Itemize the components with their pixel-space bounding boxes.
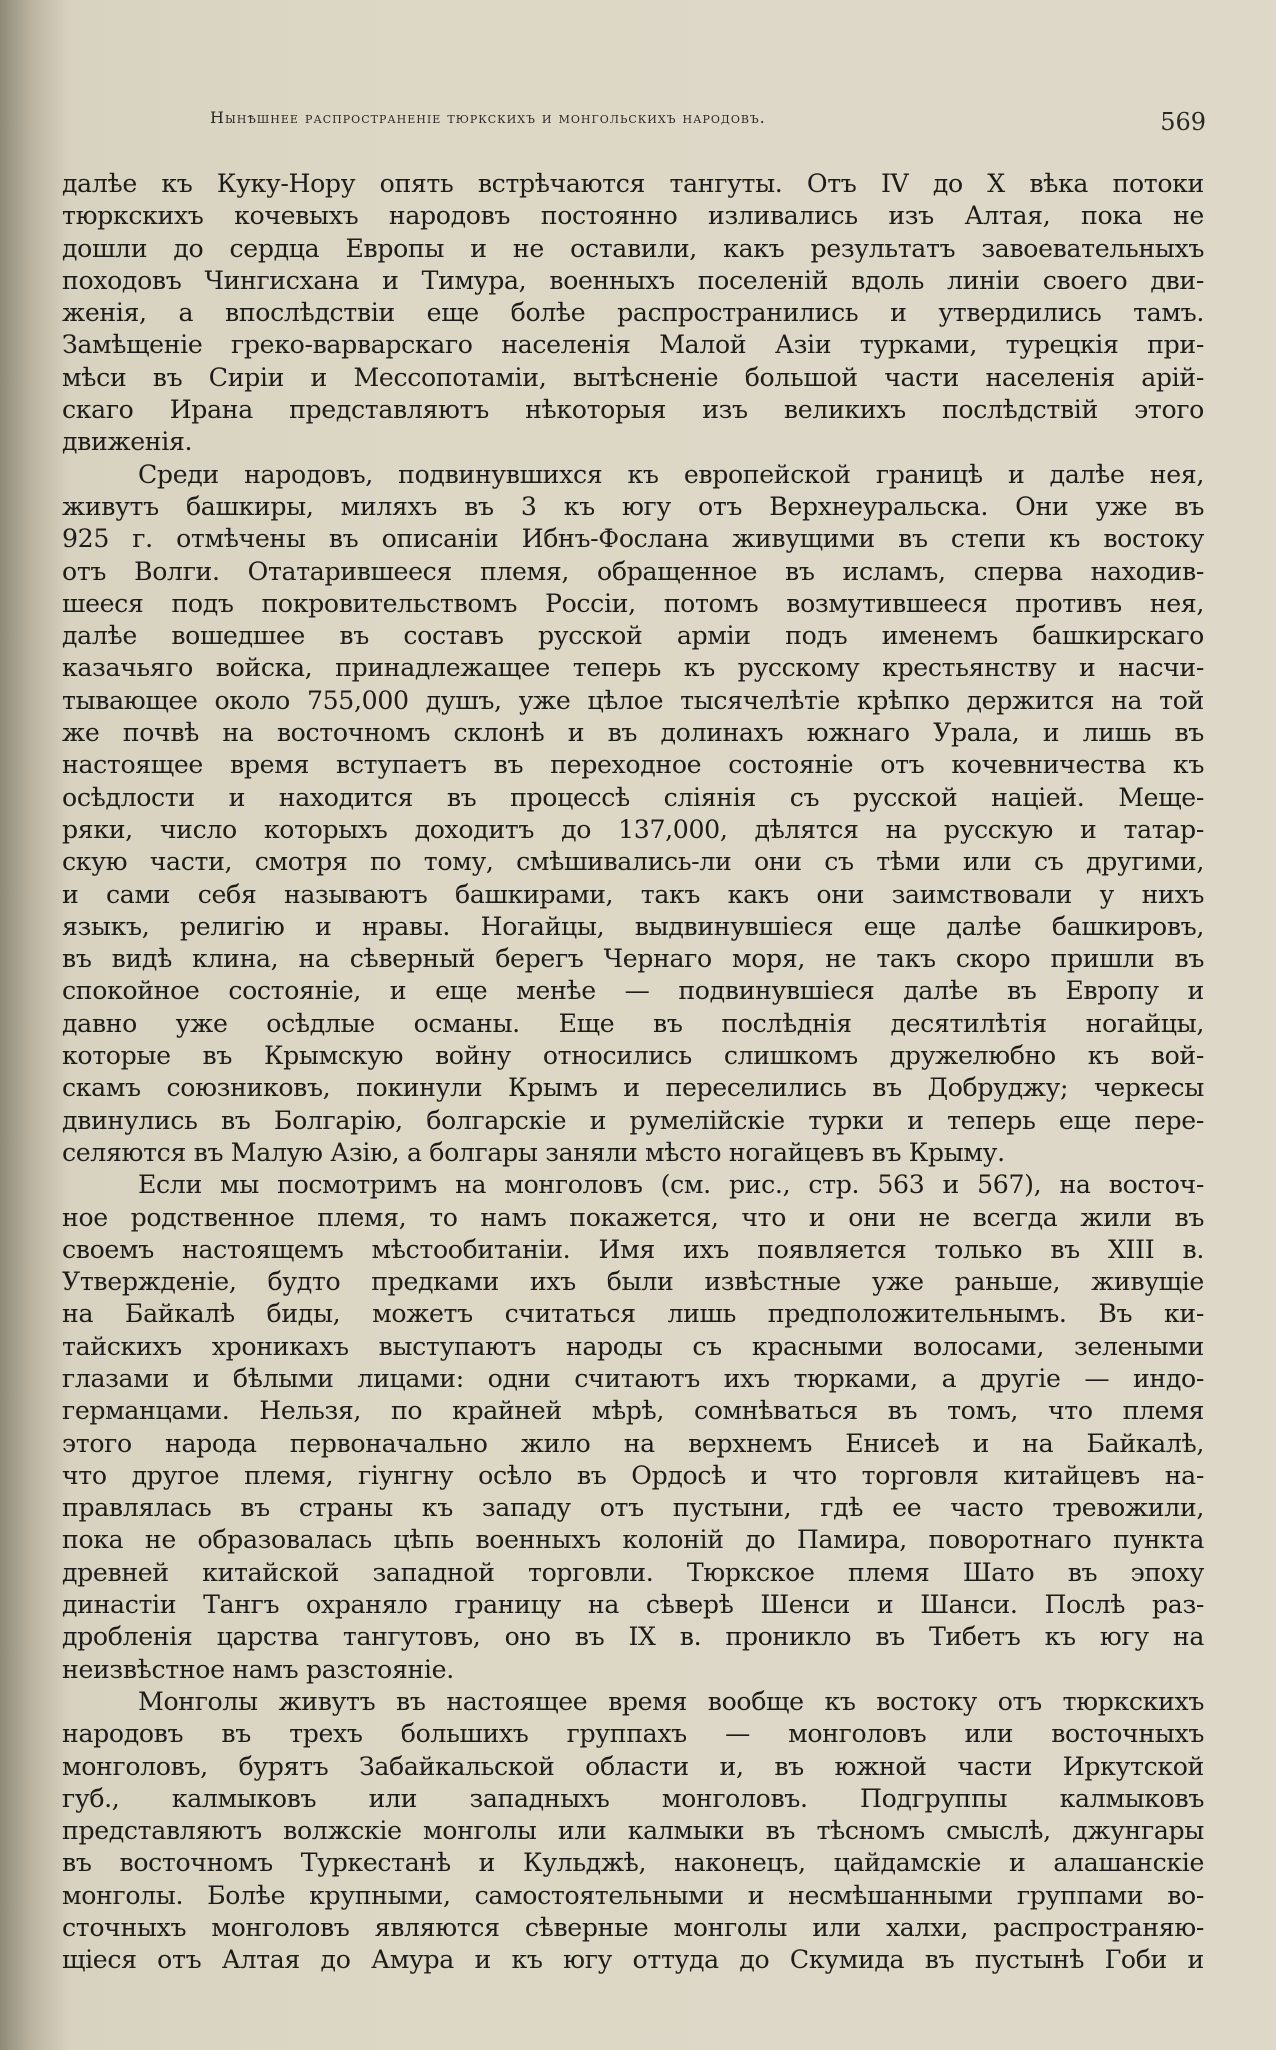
text-line: тюркскихъ кочевыхъ народовъ постоянно изливались изъ Алтая, пока не bbox=[62, 201, 1204, 231]
text-line: ное родственное племя, то намъ покажется, что и они не всегда жили въ bbox=[62, 1202, 1204, 1232]
text-line: давно уже осѣдлые османы. Еще въ послѣднія десятилѣтія ногайцы, bbox=[62, 1008, 1204, 1038]
text-line: живутъ башкиры, миляхъ въ 3 къ югу отъ Верхнеуральска. Они уже въ bbox=[62, 491, 1204, 521]
text-line: народовъ въ трехъ большихъ группахъ — монголовъ или восточныхъ bbox=[62, 1719, 1204, 1749]
text-line: 925 г. отмѣчены въ описаніи Ибнъ-Фослана живущими въ степи къ востоку bbox=[62, 524, 1204, 554]
text-line: казачьяго войска, принадлежащее теперь къ русскому крестьянству и насчи- bbox=[62, 653, 1204, 683]
text-line: настоящее время вступаетъ въ переходное состояніе отъ кочевничества къ bbox=[62, 750, 1204, 780]
text-line: губ., калмыковъ или западныхъ монголовъ. Подгруппы калмыковъ bbox=[62, 1783, 1204, 1813]
text-line: осѣдлости и находится въ процессѣ слiянія съ русской націей. Меще- bbox=[62, 782, 1204, 812]
text-line: пока не образовалась цѣпь военныхъ колоній до Памира, поворотнаго пункта bbox=[62, 1525, 1204, 1555]
text-line: этого народа первоначально жило на верхнемъ Енисеѣ и на Байкалѣ, bbox=[62, 1428, 1204, 1458]
text-line: своемъ настоящемъ мѣстообитаніи. Имя ихъ появляется только въ XIII в. bbox=[62, 1234, 1204, 1264]
text-line: далѣе вошедшее въ составъ русской арміи подъ именемъ башкирскаго bbox=[62, 621, 1204, 651]
body-text bbox=[62, 168, 1204, 1977]
text-line: тайскихъ хроникахъ выступаютъ народы съ красными волосами, зелеными bbox=[62, 1331, 1204, 1361]
text-line: ряки, число которыхъ доходитъ до 137,000, дѣлятся на русскую и татар- bbox=[62, 814, 1204, 844]
text-line: скаго Ирана представляютъ нѣкоторыя изъ великихъ послѣдствій этого bbox=[62, 395, 1204, 425]
text-line: Монголы живутъ въ настоящее время вообще къ востоку отъ тюркскихъ bbox=[138, 1686, 1204, 1716]
text-line: глазами и бѣлыми лицами: одни считаютъ ихъ тюрками, а другіе — индо- bbox=[62, 1363, 1204, 1393]
text-line: сточныхъ монголовъ являются сѣверные монголы или халхи, распространяю- bbox=[62, 1913, 1204, 1943]
text-line: въ видѣ клина, на сѣверный берегъ Чернаго моря, не такъ скоро пришли въ bbox=[62, 944, 1204, 974]
text-line: династіи Тангъ охраняло границу на сѣверѣ Шенси и Шанси. Послѣ раз- bbox=[62, 1590, 1204, 1620]
text-line: походовъ Чингисхана и Тимура, военныхъ поселеній вдоль линіи своего дви- bbox=[62, 265, 1204, 295]
text-line: Утвержденіе, будто предками ихъ были извѣстные уже раньше, живущіе bbox=[62, 1267, 1204, 1297]
text-line: и сами себя называютъ башкирами, такъ какъ они заимствовали у нихъ bbox=[62, 879, 1204, 909]
text-line: языкъ, религію и нравы. Ногайцы, выдвинувшіеся еще далѣе башкировъ, bbox=[62, 911, 1204, 941]
text-line: представляютъ волжскіе монголы или калмыки въ тѣсномъ смыслѣ, джунгары bbox=[62, 1816, 1204, 1846]
text-line: Замѣщеніе греко-варварскаго населенія Малой Азіи турками, турецкія при- bbox=[62, 330, 1204, 360]
text-line: шееся подъ покровительствомъ Россіи, потомъ возмутившееся противъ нея, bbox=[62, 588, 1204, 618]
text-line: Если мы посмотримъ на монголовъ (см. рис., стр. 563 и 567), на восточ- bbox=[138, 1170, 1204, 1200]
text-line: женія, а впослѣдствіи еще болѣе распространились и утвердились тамъ. bbox=[62, 298, 1204, 328]
text-line: движенія. bbox=[62, 427, 193, 457]
text-line: щіеся отъ Алтая до Амура и къ югу оттуда до Скумида въ пустынѣ Гоби и bbox=[62, 1945, 1204, 1975]
page-number: 569 bbox=[1160, 108, 1206, 136]
text-line: древней китайской западной торговли. Тюркское племя Шато въ эпоху bbox=[62, 1557, 1204, 1587]
text-line: дробленія царства тангутовъ, оно въ IX в. проникло въ Тибетъ къ югу на bbox=[62, 1622, 1204, 1652]
text-line: скамъ союзниковъ, покинули Крымъ и переселились въ Добруджу; черкесы bbox=[62, 1073, 1204, 1103]
text-line: монголовъ, бурятъ Забайкальской области и, въ южной части Иркутской bbox=[62, 1751, 1204, 1781]
text-line: скую части, смотря по тому, смѣшивались-ли они съ тѣми или съ другими, bbox=[62, 847, 1204, 877]
text-line: неизвѣстное намъ разстояніе. bbox=[62, 1654, 454, 1684]
text-line: монголы. Болѣе крупными, самостоятельными и несмѣшанными группами во- bbox=[62, 1880, 1204, 1910]
text-line: двинулись въ Болгарію, болгарскіе и румелійскіе турки и теперь еще пере- bbox=[62, 1105, 1204, 1135]
text-line: далѣе къ Куку-Нору опять встрѣчаются тангуты. Отъ IV до X вѣка потоки bbox=[62, 169, 1204, 198]
text-line: что другое племя, гіунгну осѣло въ Ордосѣ и что торговля китайцевъ на- bbox=[62, 1460, 1204, 1490]
text-line: мѣси въ Сиріи и Мессопотаміи, вытѣсненіе большой части населенія арій- bbox=[62, 362, 1204, 392]
text-line: правлялась въ страны къ западу отъ пустыни, гдѣ ее часто тревожили, bbox=[62, 1493, 1204, 1523]
running-title: Нынѣшнее распространеніе тюркскихъ и монгольскихъ народовъ. bbox=[210, 108, 766, 127]
text-line: тывающее около 755,000 душъ, уже цѣлое тысячелѣтіе крѣпко держится на той bbox=[62, 685, 1204, 715]
text-line: селяются въ Малую Азію, а болгары заняли мѣсто ногайцевъ въ Крыму. bbox=[62, 1137, 1005, 1167]
text-line: германцами. Нельзя, по крайней мѣрѣ, сомнѣваться въ томъ, что племя bbox=[62, 1396, 1204, 1426]
text-line: которые въ Крымскую войну относились слишкомъ дружелюбно къ вой- bbox=[62, 1041, 1204, 1071]
text-line: отъ Волги. Отатарившееся племя, обращенное въ исламъ, сперва находив- bbox=[62, 556, 1204, 586]
text-line: на Байкалѣ биды, можетъ считаться лишь предположительнымъ. Въ ки- bbox=[62, 1299, 1204, 1329]
text-line: же почвѣ на восточномъ склонѣ и въ долинахъ южнаго Урала, и лишь въ bbox=[62, 718, 1204, 748]
text-line: въ восточномъ Туркестанѣ и Кульджѣ, наконецъ, цайдамскіе и алашанскіе bbox=[62, 1848, 1204, 1878]
text-line: спокойное состояніе, и еще менѣе — подвинувшіеся далѣе въ Европу и bbox=[62, 976, 1204, 1006]
text-line: Среди народовъ, подвинувшихся къ европейской границѣ и далѣе нея, bbox=[138, 459, 1204, 489]
text-line: дошли до сердца Европы и не оставили, какъ результатъ завоевательныхъ bbox=[62, 233, 1204, 263]
